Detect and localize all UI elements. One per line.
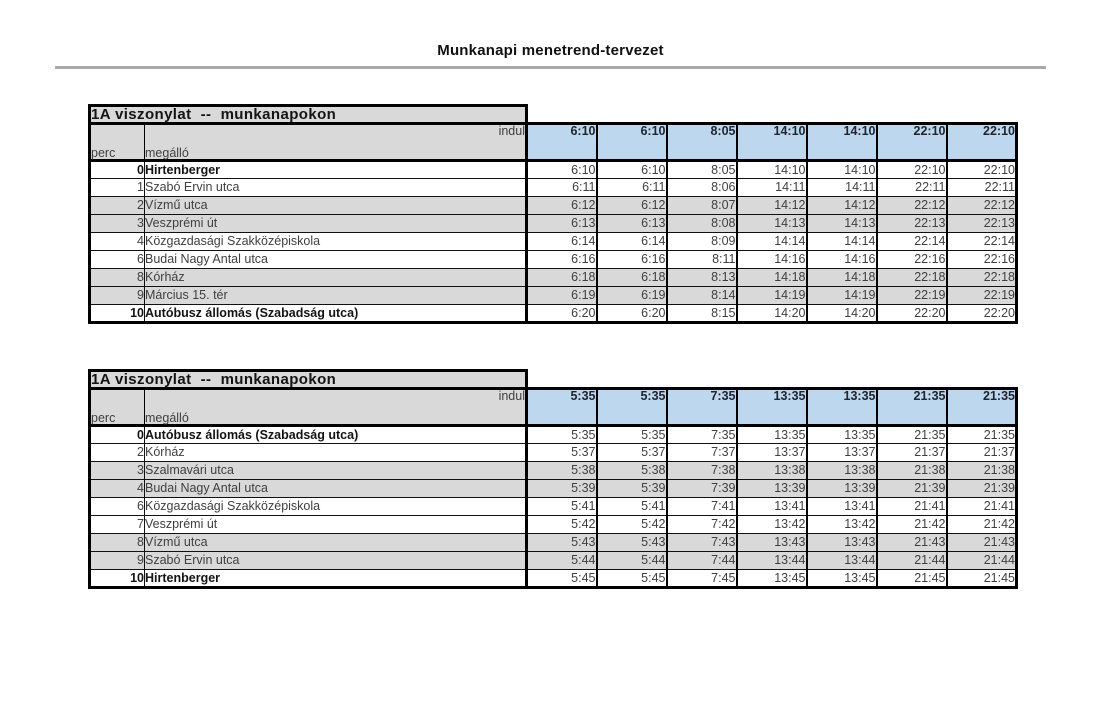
minute-cell: 1: [90, 179, 145, 197]
time-cell: 22:14: [877, 233, 947, 251]
departure-time-cell: 5:35: [597, 389, 667, 426]
timetable-title: 1A viszonylat -- munkanapokon: [90, 371, 527, 389]
time-cell: 22:12: [947, 197, 1017, 215]
time-cell: 14:20: [807, 305, 877, 323]
time-cell: 22:12: [877, 197, 947, 215]
minute-cell: 9: [90, 552, 145, 570]
time-cell: 7:37: [667, 444, 737, 462]
time-cell: 6:16: [597, 251, 667, 269]
departure-time-cell: 5:35: [527, 389, 597, 426]
time-cell: 13:42: [807, 516, 877, 534]
timetable-title-row: [90, 106, 1017, 124]
time-cell: 14:12: [807, 197, 877, 215]
departure-time-cell: 6:10: [527, 124, 597, 161]
time-cell: 21:44: [877, 552, 947, 570]
time-cell: 5:44: [527, 552, 597, 570]
stop-name-cell: Budai Nagy Antal utca: [145, 251, 527, 269]
time-cell: 14:10: [737, 161, 807, 179]
time-cell: 14:13: [807, 215, 877, 233]
depart-label: indul: [145, 124, 527, 144]
time-cell: 13:41: [737, 498, 807, 516]
stop-name-cell: Március 15. tér: [145, 287, 527, 305]
timetable-row: [90, 570, 1017, 588]
timetable-row: [90, 444, 1017, 462]
time-cell: 7:43: [667, 534, 737, 552]
time-cell: 22:20: [947, 305, 1017, 323]
time-cell: 5:45: [527, 570, 597, 588]
time-cell: 6:11: [597, 179, 667, 197]
time-cell: 21:43: [877, 534, 947, 552]
time-cell: 13:35: [737, 426, 807, 444]
time-cell: 6:12: [597, 197, 667, 215]
time-cell: 14:12: [737, 197, 807, 215]
stop-name-cell: Hirtenberger: [145, 161, 527, 179]
stop-name-cell: Vízmű utca: [145, 534, 527, 552]
minute-cell: 2: [90, 444, 145, 462]
minute-cell: 8: [90, 534, 145, 552]
stop-name-cell: Vízmű utca: [145, 197, 527, 215]
time-cell: 5:39: [597, 480, 667, 498]
time-cell: 8:06: [667, 179, 737, 197]
timetable-outbound: [88, 104, 1018, 324]
minute-column-header: perc: [90, 144, 145, 161]
time-cell: 21:38: [947, 462, 1017, 480]
time-cell: 6:10: [527, 161, 597, 179]
time-cell: 14:14: [737, 233, 807, 251]
timetable-row: [90, 462, 1017, 480]
stop-name-cell: Szabó Ervin utca: [145, 179, 527, 197]
departure-time-cell: 21:35: [877, 389, 947, 426]
time-cell: 6:16: [527, 251, 597, 269]
time-cell: 13:39: [737, 480, 807, 498]
time-cell: 22:19: [877, 287, 947, 305]
time-cell: 22:18: [877, 269, 947, 287]
timetable-row: [90, 287, 1017, 305]
time-cell: 21:37: [877, 444, 947, 462]
minute-cell: 7: [90, 516, 145, 534]
time-cell: 14:11: [737, 179, 807, 197]
minute-header-top: [90, 389, 145, 409]
timetable-table: [88, 104, 1018, 324]
timetable-table: [88, 369, 1018, 589]
time-cell: 6:18: [597, 269, 667, 287]
time-cell: 21:43: [947, 534, 1017, 552]
minute-cell: 9: [90, 287, 145, 305]
time-cell: 7:39: [667, 480, 737, 498]
minute-cell: 6: [90, 251, 145, 269]
time-cell: 22:11: [947, 179, 1017, 197]
time-cell: 13:37: [807, 444, 877, 462]
time-cell: 22:11: [877, 179, 947, 197]
time-cell: 14:14: [807, 233, 877, 251]
time-cell: 6:13: [597, 215, 667, 233]
time-cell: 8:14: [667, 287, 737, 305]
time-cell: 21:45: [877, 570, 947, 588]
minute-cell: 10: [90, 570, 145, 588]
time-cell: 13:38: [807, 462, 877, 480]
time-cell: 6:13: [527, 215, 597, 233]
time-cell: 14:16: [737, 251, 807, 269]
time-cell: 6:18: [527, 269, 597, 287]
time-cell: 7:44: [667, 552, 737, 570]
time-cell: 14:16: [807, 251, 877, 269]
minute-cell: 10: [90, 305, 145, 323]
stop-name-cell: Közgazdasági Szakközépiskola: [145, 233, 527, 251]
time-cell: 5:43: [527, 534, 597, 552]
time-cell: 6:20: [527, 305, 597, 323]
time-cell: 13:45: [737, 570, 807, 588]
time-cell: 5:42: [597, 516, 667, 534]
timetable-row: [90, 269, 1017, 287]
minute-cell: 2: [90, 197, 145, 215]
title-divider: [55, 66, 1046, 69]
time-cell: 13:43: [737, 534, 807, 552]
time-cell: 6:11: [527, 179, 597, 197]
time-cell: 6:19: [527, 287, 597, 305]
time-cell: 21:41: [877, 498, 947, 516]
time-cell: 14:20: [737, 305, 807, 323]
time-cell: 6:14: [597, 233, 667, 251]
time-cell: 7:35: [667, 426, 737, 444]
time-cell: 14:11: [807, 179, 877, 197]
time-cell: 14:13: [737, 215, 807, 233]
time-cell: 13:35: [807, 426, 877, 444]
time-cell: 21:38: [877, 462, 947, 480]
time-cell: 7:42: [667, 516, 737, 534]
time-cell: 5:43: [597, 534, 667, 552]
time-cell: 22:10: [947, 161, 1017, 179]
time-cell: 22:16: [877, 251, 947, 269]
time-cell: 6:20: [597, 305, 667, 323]
time-cell: 13:45: [807, 570, 877, 588]
timetable-row: [90, 215, 1017, 233]
time-cell: 22:13: [877, 215, 947, 233]
departure-header-row: [90, 389, 1017, 409]
time-cell: 7:41: [667, 498, 737, 516]
time-cell: 5:39: [527, 480, 597, 498]
stop-column-header: megálló: [145, 144, 527, 161]
time-cell: 22:19: [947, 287, 1017, 305]
time-cell: 5:41: [527, 498, 597, 516]
timetable-row: [90, 251, 1017, 269]
departure-time-cell: 8:05: [667, 124, 737, 161]
minute-cell: 4: [90, 233, 145, 251]
time-cell: 13:37: [737, 444, 807, 462]
time-cell: 21:42: [947, 516, 1017, 534]
timetable-row: [90, 179, 1017, 197]
timetable-row: [90, 498, 1017, 516]
time-cell: 21:39: [877, 480, 947, 498]
timetable-row: [90, 233, 1017, 251]
time-cell: 8:08: [667, 215, 737, 233]
page-title: Munkanapi menetrend-tervezet: [437, 42, 664, 59]
time-cell: 5:41: [597, 498, 667, 516]
time-cell: 14:18: [737, 269, 807, 287]
stop-name-cell: Autóbusz állomás (Szabadság utca): [145, 426, 527, 444]
time-cell: 22:20: [877, 305, 947, 323]
departure-time-cell: 22:10: [877, 124, 947, 161]
stop-name-cell: Autóbusz állomás (Szabadság utca): [145, 305, 527, 323]
time-cell: 13:38: [737, 462, 807, 480]
stop-name-cell: Veszprémi út: [145, 215, 527, 233]
minute-cell: 8: [90, 269, 145, 287]
time-cell: 21:41: [947, 498, 1017, 516]
stop-name-cell: Kórház: [145, 269, 527, 287]
depart-label: indul: [145, 389, 527, 409]
time-cell: 14:18: [807, 269, 877, 287]
time-cell: 8:11: [667, 251, 737, 269]
time-cell: 6:19: [597, 287, 667, 305]
time-cell: 5:44: [597, 552, 667, 570]
timetable-row: [90, 161, 1017, 179]
time-cell: 22:10: [877, 161, 947, 179]
time-cell: 21:44: [947, 552, 1017, 570]
time-cell: 21:37: [947, 444, 1017, 462]
time-cell: 13:42: [737, 516, 807, 534]
stop-name-cell: Szabó Ervin utca: [145, 552, 527, 570]
minute-cell: 0: [90, 161, 145, 179]
time-cell: 13:41: [807, 498, 877, 516]
departure-time-cell: 13:35: [807, 389, 877, 426]
time-cell: 22:16: [947, 251, 1017, 269]
timetable-return: [88, 369, 1018, 589]
time-cell: 14:19: [807, 287, 877, 305]
time-cell: 13:43: [807, 534, 877, 552]
time-cell: 8:09: [667, 233, 737, 251]
departure-header-row: [90, 124, 1017, 144]
timetable-row: [90, 197, 1017, 215]
time-cell: 5:38: [597, 462, 667, 480]
time-cell: 21:39: [947, 480, 1017, 498]
time-cell: 5:45: [597, 570, 667, 588]
time-cell: 22:13: [947, 215, 1017, 233]
timetable-row: [90, 480, 1017, 498]
minute-cell: 4: [90, 480, 145, 498]
departure-time-cell: 6:10: [597, 124, 667, 161]
time-cell: 21:35: [947, 426, 1017, 444]
minute-cell: 3: [90, 215, 145, 233]
stop-name-cell: Közgazdasági Szakközépiskola: [145, 498, 527, 516]
departure-time-cell: 21:35: [947, 389, 1017, 426]
minute-cell: 3: [90, 462, 145, 480]
timetable-row: [90, 516, 1017, 534]
timetable-title: 1A viszonylat -- munkanapokon: [90, 106, 527, 124]
minute-header-top: [90, 124, 145, 144]
time-cell: 5:42: [527, 516, 597, 534]
timetable-row: [90, 426, 1017, 444]
time-cell: 8:15: [667, 305, 737, 323]
stop-name-cell: Szalmavári utca: [145, 462, 527, 480]
stop-name-cell: Veszprémi út: [145, 516, 527, 534]
time-cell: 21:45: [947, 570, 1017, 588]
time-cell: 5:35: [527, 426, 597, 444]
minute-column-header: perc: [90, 409, 145, 426]
timetable-row: [90, 552, 1017, 570]
time-cell: 8:05: [667, 161, 737, 179]
time-cell: 6:14: [527, 233, 597, 251]
minute-cell: 0: [90, 426, 145, 444]
time-cell: 5:37: [597, 444, 667, 462]
time-cell: 7:38: [667, 462, 737, 480]
time-cell: 21:35: [877, 426, 947, 444]
time-cell: 8:13: [667, 269, 737, 287]
time-cell: 6:10: [597, 161, 667, 179]
stop-column-header: megálló: [145, 409, 527, 426]
time-cell: 13:39: [807, 480, 877, 498]
departure-time-cell: 13:35: [737, 389, 807, 426]
time-cell: 14:10: [807, 161, 877, 179]
stop-name-cell: Budai Nagy Antal utca: [145, 480, 527, 498]
title-spacer: [527, 106, 1017, 124]
timetable-title-row: [90, 371, 1017, 389]
timetable-row: [90, 534, 1017, 552]
time-cell: 6:12: [527, 197, 597, 215]
departure-time-cell: 14:10: [737, 124, 807, 161]
time-cell: 5:35: [597, 426, 667, 444]
time-cell: 22:14: [947, 233, 1017, 251]
time-cell: 14:19: [737, 287, 807, 305]
time-cell: 21:42: [877, 516, 947, 534]
title-spacer: [527, 371, 1017, 389]
time-cell: 8:07: [667, 197, 737, 215]
stop-name-cell: Kórház: [145, 444, 527, 462]
time-cell: 13:44: [737, 552, 807, 570]
departure-time-cell: 14:10: [807, 124, 877, 161]
time-cell: 22:18: [947, 269, 1017, 287]
departure-time-cell: 22:10: [947, 124, 1017, 161]
time-cell: 5:38: [527, 462, 597, 480]
time-cell: 5:37: [527, 444, 597, 462]
time-cell: 13:44: [807, 552, 877, 570]
minute-cell: 6: [90, 498, 145, 516]
timetable-row: [90, 305, 1017, 323]
stop-name-cell: Hirtenberger: [145, 570, 527, 588]
departure-time-cell: 7:35: [667, 389, 737, 426]
time-cell: 7:45: [667, 570, 737, 588]
